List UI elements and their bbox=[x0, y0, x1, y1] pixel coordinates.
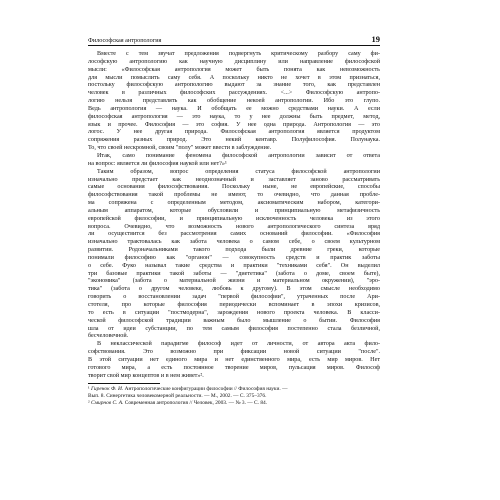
text-line: философствования такой проблемы не имеют, то очевидно, что данная пробле- bbox=[88, 192, 380, 199]
running-title: Философская антропология bbox=[88, 37, 162, 44]
text-line: самые основания философствования. Поскольку ныне, не европейские, способы bbox=[88, 184, 380, 191]
text-line: Таким образом, вопрос определения статуса философской антропологии bbox=[97, 168, 380, 175]
text-line: тика" (забота о другом человеке, любовь к другому). В этом смысле необходимо bbox=[88, 286, 380, 293]
text-line: язык и прочее. Философия — это софия. У нее одна природа. Антропология — это bbox=[88, 121, 380, 128]
text-line: философская антропология — это наука, то у нее должны быть предмет, метод, bbox=[88, 113, 380, 120]
page-number: 19 bbox=[371, 34, 380, 44]
text-line: лософскую антропологию как научную дисциплину или направление философской bbox=[88, 58, 380, 65]
text-line: Вместе с тем звучат предложения подвергнуть критическому разбору саму фи- bbox=[97, 51, 380, 57]
paragraph bbox=[88, 169, 380, 342]
text-line: европейской философии, и принципиальную исключенность человека из этого bbox=[88, 215, 380, 222]
text-line: развитии. Родоначальниками такого подхода были древние греки, которые bbox=[88, 247, 380, 254]
text-line: В этой ситуации нет единого мира и нет единственного мира, есть мир миров. Нет bbox=[88, 356, 380, 363]
text-line: В неклассической парадигме философ идет от личности, от автора акта фило- bbox=[97, 341, 380, 348]
text-line: То, что своей нескромной, своим "полу" может ввести в заблуждение. bbox=[88, 145, 272, 152]
text-line: логию нельзя представлять как обобщение некоей антропологии. Ибо это глупо. bbox=[88, 98, 380, 105]
text-line: ли осуществится без рассмотрения самих оснований философии. «Философия bbox=[88, 231, 380, 238]
text-line: готового мира, а есть постоянное творение миров, пульсация миров. Философ bbox=[88, 364, 380, 371]
footnote-rule bbox=[88, 383, 160, 384]
paragraph bbox=[88, 51, 380, 153]
text-line: для мысли помыслить саму себя. А поскольку никто не хочет в этом признаться, bbox=[88, 74, 380, 81]
text-line: ческой философской традиции важным было мышление о бытии. Философия bbox=[88, 317, 380, 324]
body-text bbox=[88, 51, 380, 380]
footnote-author: Гиренок Ф. И. bbox=[90, 386, 124, 393]
text-line: "экономика" (забота о материальной жизни и материальном окружении), "эро- bbox=[88, 278, 380, 285]
footnote-line: Вып. 8. Синергетика человекомерной реальности. — М., 2002. — С. 375–376. bbox=[88, 393, 267, 400]
text-line: на вопрос: является ли философия наукой или нет?»¹ bbox=[88, 160, 227, 167]
text-line: вопроса. Очевидно, что возможность нового антропологического синтеза вряд bbox=[88, 223, 380, 230]
text-line: мысли: «Философская антропология может быть понята как невозможность bbox=[88, 66, 380, 73]
footnote-marker: ² bbox=[88, 399, 91, 406]
text-line: изначально трактовалась как забота человека о самом себе, о своем культурном bbox=[88, 239, 380, 246]
running-header bbox=[88, 34, 380, 44]
footnote-marker: ¹ bbox=[88, 386, 91, 393]
document-page bbox=[88, 34, 380, 484]
text-line: Ведь антропология — наука. И обобщать ее можно средствами науки. А если bbox=[88, 105, 380, 112]
footnote-text: Современная антропология // Человек, 2003. — № 3. — С. 84. bbox=[123, 399, 268, 406]
footnote-author: Смирнов С. А. bbox=[90, 399, 124, 406]
text-line: альным аппаратом, которые обусловили и принципиальную метафизичность bbox=[88, 207, 380, 214]
text-line: софствования. Это возможно при фиксации новой ситуации "после". bbox=[88, 349, 380, 356]
text-line: постольку философскую антропологию выдают за знание того, как представлен bbox=[88, 82, 380, 89]
text-line: о себе. Фуко называл такие средства и практики "техниками себя". Он выделил bbox=[88, 262, 380, 269]
paragraph bbox=[88, 153, 380, 169]
footnote-line bbox=[88, 400, 380, 407]
text-line: изначально предстает как неоднозначный и заставляет заново рассматривать bbox=[88, 176, 380, 183]
text-line: говорить о восстановлении задач "первой философии", утраченных после Ари- bbox=[88, 294, 380, 301]
text-line: Итак, само понимание феномена философской антропологии зависит от ответа bbox=[97, 152, 380, 159]
footnote bbox=[88, 386, 380, 399]
text-line: сопряжения разных природ. Это некий кентавр. Полуфилософия. Полунаука. bbox=[88, 137, 380, 144]
text-line: бесчеловечной. bbox=[88, 333, 129, 340]
footnote-text: Антропологические конфигурации философии // Философия науки. — bbox=[123, 386, 288, 393]
text-line: то есть в ситуации "постмодерна", зарождения нового проекта человека. В класси- bbox=[88, 309, 380, 316]
text-line: логос. У нее другая природа. Философская антропология является продуктом bbox=[88, 129, 380, 136]
header-rule bbox=[88, 45, 380, 46]
text-line: ма сопряжена с определенным методом, аксиоматическим набором, категори- bbox=[88, 200, 380, 207]
text-line: три базовые практики такой заботы — "диететика" (забота о доме, своем быте), bbox=[88, 270, 380, 277]
text-line: человек в различных философских рассуждениях. <...> Философскую антропо- bbox=[88, 90, 380, 97]
text-line: понимали философию как "органон" — совокупность средств и практик заботы bbox=[88, 254, 380, 261]
text-line: шла от идеи субстанции, по тем самым философия постепенно стала безличной, bbox=[88, 325, 380, 332]
text-line: стотеля, про которые философия периодически вспоминает в эпохи кризисов, bbox=[88, 302, 380, 308]
text-line: творит свой мир концептов и в нем живет»². bbox=[88, 372, 204, 379]
footnote bbox=[88, 400, 380, 407]
footnotes bbox=[88, 386, 380, 406]
paragraph bbox=[88, 341, 380, 380]
